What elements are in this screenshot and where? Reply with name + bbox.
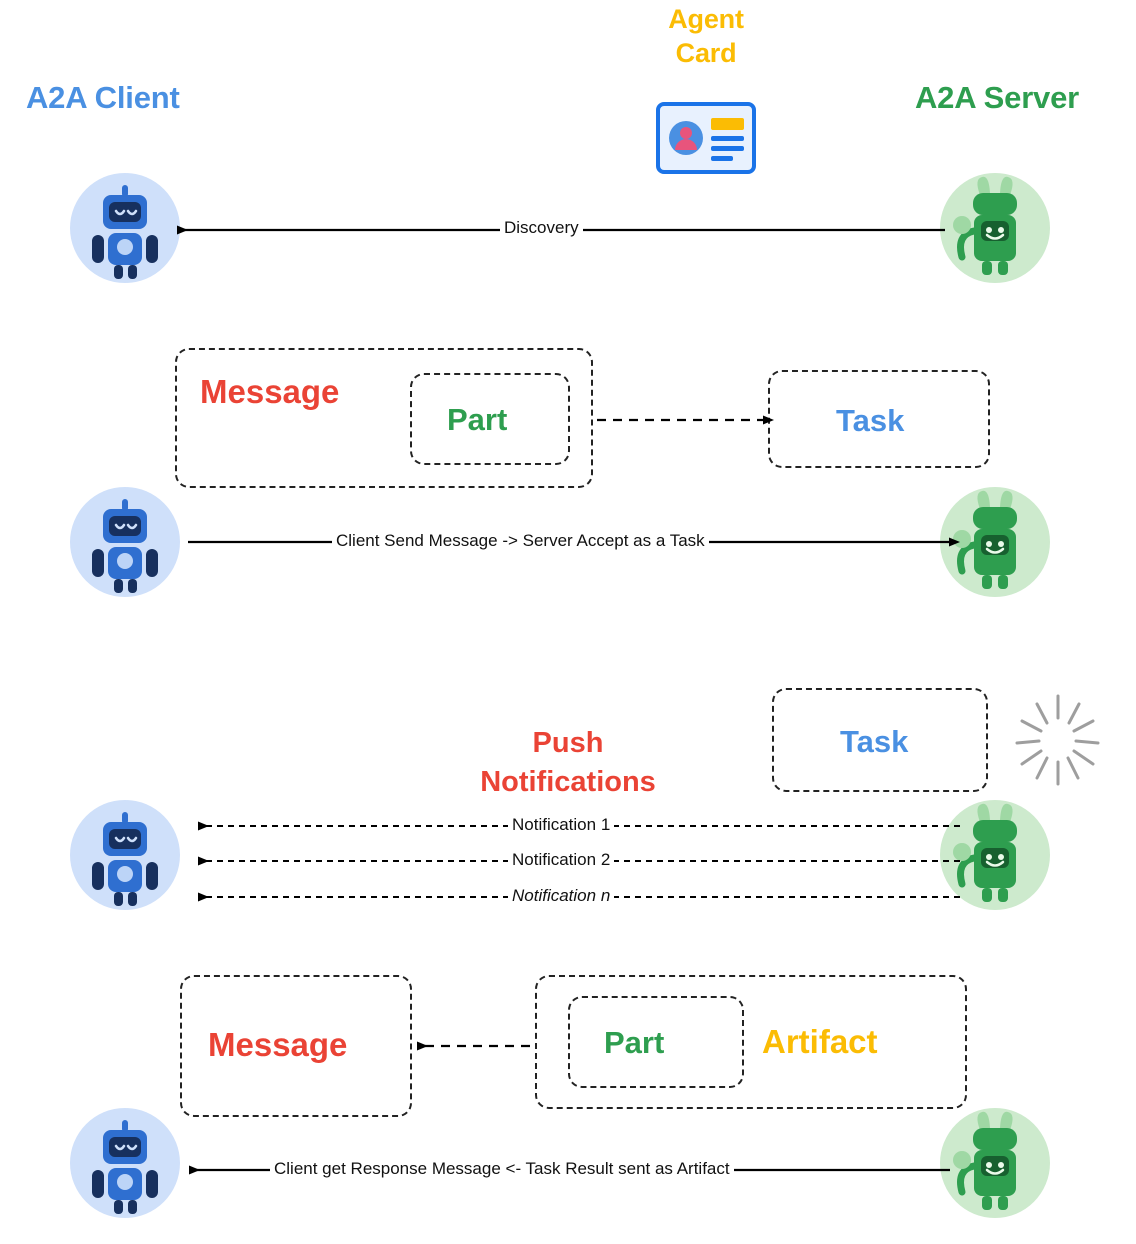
- notification-label-n: Notification n: [508, 886, 614, 906]
- part-label-request: Part: [447, 402, 508, 437]
- message-label-response: Message: [208, 1026, 348, 1063]
- push-title-line2: Notifications: [480, 766, 656, 799]
- notification-label-2: Notification 2: [508, 850, 614, 870]
- push-title-line1: Push: [532, 727, 604, 759]
- response-arrow-label: Client get Response Message <- Task Result sent as Artifact: [270, 1159, 734, 1179]
- spark-burst-icon: [1008, 688, 1108, 788]
- part-label-response: Part: [604, 1025, 665, 1060]
- agent-card-title: [660, 3, 752, 71]
- server-robot-icon-3: [940, 800, 1050, 910]
- message-label-request: Message: [200, 373, 340, 410]
- client-robot-icon-4: [70, 1108, 180, 1218]
- server-robot-icon-1: [940, 173, 1050, 283]
- task-label-processing: Task: [840, 724, 909, 759]
- push-notifications-title: [460, 724, 676, 802]
- id-card-icon: [656, 102, 756, 174]
- a2a-client-title: A2A Client: [26, 80, 180, 115]
- agent-card-title-line1: Agent: [668, 4, 744, 34]
- notification-label-1: Notification 1: [508, 815, 614, 835]
- server-robot-icon-4: [940, 1108, 1050, 1218]
- client-robot-icon-1: [70, 173, 180, 283]
- discovery-arrow-label: Discovery: [500, 218, 583, 238]
- artifact-label-response: Artifact: [762, 1023, 878, 1060]
- agent-card-title-line2: Card: [675, 37, 737, 68]
- server-robot-icon-2: [940, 487, 1050, 597]
- client-robot-icon-2: [70, 487, 180, 597]
- task-label-request: Task: [836, 403, 905, 438]
- client-robot-icon-3: [70, 800, 180, 910]
- a2a-server-title: A2A Server: [915, 80, 1080, 115]
- send-message-arrow-label: Client Send Message -> Server Accept as a Task: [332, 531, 709, 551]
